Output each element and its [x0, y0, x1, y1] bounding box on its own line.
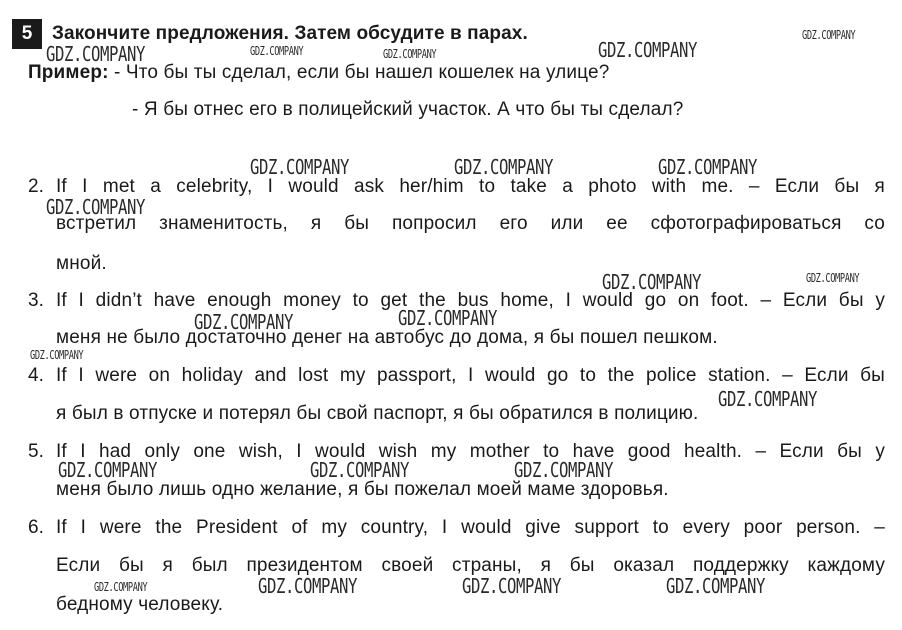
watermark: GDZ.COMPANY	[658, 155, 758, 179]
item-5-number: 5.	[28, 441, 44, 462]
task-number-badge: 5	[12, 19, 42, 49]
watermark: GDZ.COMPANY	[94, 580, 148, 594]
watermark: GDZ.COMPANY	[30, 348, 84, 362]
item-5-line-2: меня было лишь одно желание, я бы пожелал моей маме здоровья.	[56, 479, 669, 500]
watermark: GDZ.COMPANY	[194, 310, 294, 334]
item-6-line-3: бедному человеку.	[56, 594, 224, 615]
item-6-number: 6.	[28, 517, 44, 538]
watermark: GDZ.COMPANY	[806, 271, 860, 285]
watermark: GDZ.COMPANY	[802, 28, 856, 42]
item-6-line-1: If I were the President of my country, I would give support to every poor person. –	[56, 517, 885, 538]
example-question: - Что бы ты сделал, если бы нашел кошелек на улице?	[114, 62, 610, 83]
item-2-line-2: встретил знаменитость, я бы попросил его или ее сфотографироваться со	[56, 213, 885, 234]
watermark: GDZ.COMPANY	[718, 387, 818, 411]
item-4-line-1: If I were on holiday and lost my passport, I would go to the police station. – Если бы	[56, 365, 885, 386]
watermark: GDZ.COMPANY	[46, 42, 146, 66]
task-instruction: Закончите предложения. Затем обсудите в парах.	[52, 23, 528, 44]
watermark: GDZ.COMPANY	[258, 574, 358, 598]
watermark: GDZ.COMPANY	[598, 38, 698, 62]
example-answer: - Я бы отнес его в полицейский участок. А что бы ты сделал?	[132, 99, 684, 120]
item-3-line-1: If I didn’t have enough money to get the bus home, I would go on foot. – Если бы у	[56, 290, 885, 311]
watermark: GDZ.COMPANY	[454, 155, 554, 179]
watermark: GDZ.COMPANY	[462, 574, 562, 598]
watermark: GDZ.COMPANY	[310, 458, 410, 482]
watermark: GDZ.COMPANY	[46, 195, 146, 219]
watermark: GDZ.COMPANY	[250, 44, 304, 58]
watermark: GDZ.COMPANY	[514, 458, 614, 482]
watermark: GDZ.COMPANY	[250, 155, 350, 179]
item-5-line-1: If I had only one wish, I would wish my mother to have good health. – Если бы у	[56, 441, 885, 462]
item-3-number: 3.	[28, 290, 44, 311]
item-4-number: 4.	[28, 365, 44, 386]
item-2-line-1: If I met a celebrity, I would ask her/him to take a photo with me. – Если бы я	[56, 176, 885, 197]
item-6-line-2: Если бы я был президентом своей страны, я бы оказал поддержку каждому	[56, 555, 885, 576]
item-3-line-2: меня не было достаточно денег на автобус до дома, я бы пошел пешком.	[56, 327, 718, 348]
item-2-number: 2.	[28, 176, 44, 197]
watermark: GDZ.COMPANY	[666, 574, 766, 598]
item-2-line-3: мной.	[56, 253, 107, 274]
example-label: Пример:	[28, 62, 109, 83]
watermark: GDZ.COMPANY	[602, 270, 702, 294]
item-4-line-2: я был в отпуске и потерял бы свой паспорт, я бы обратился в полицию.	[56, 403, 699, 424]
watermark: GDZ.COMPANY	[398, 306, 498, 330]
watermark: GDZ.COMPANY	[383, 47, 437, 61]
watermark: GDZ.COMPANY	[58, 458, 158, 482]
